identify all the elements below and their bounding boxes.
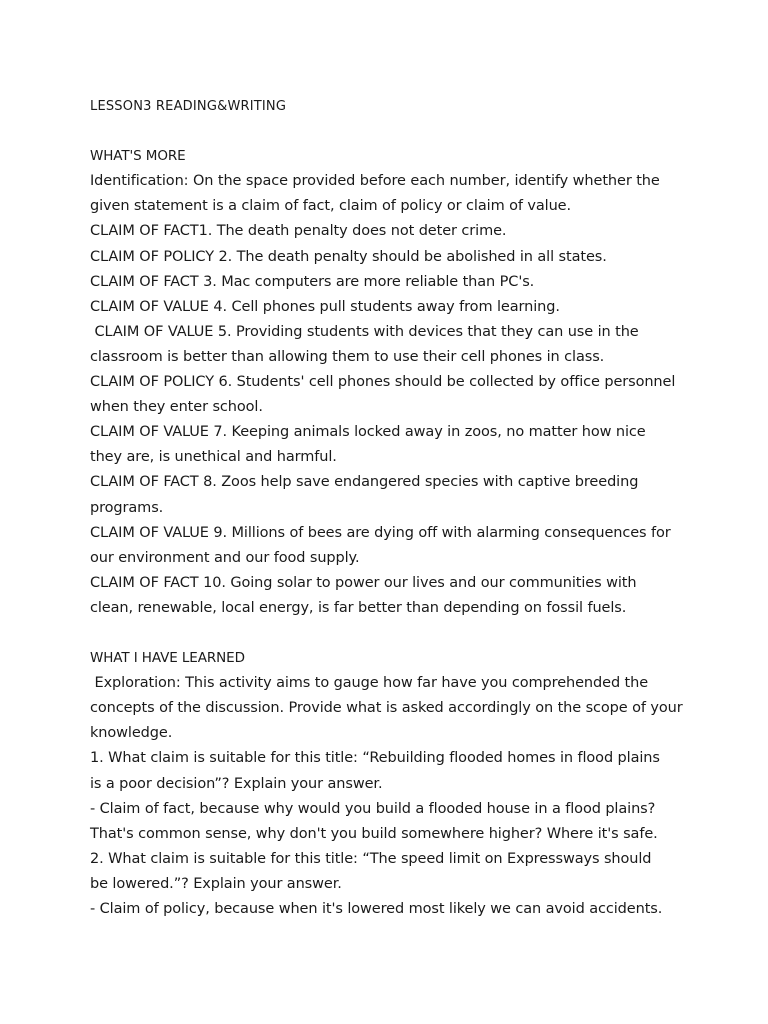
spacer: [90, 119, 690, 144]
claim-list: [90, 219, 690, 621]
instruction-line: Identification: On the space provided before each number, identify whether the: [90, 173, 660, 190]
instruction-line: knowledge.: [90, 725, 173, 742]
claim-item-continued: when they enter school.: [90, 399, 263, 416]
section-heading-what-i-have-learned: WHAT I HAVE LEARNED: [90, 650, 245, 667]
claim-item: CLAIM OF POLICY 2. The death penalty should be abolished in all states.: [90, 248, 607, 265]
answer-line: - Claim of fact, because why would you build a flooded house in a flood plains?: [90, 800, 656, 817]
lesson-title: LESSON3 READING&WRITING: [90, 99, 287, 114]
spacer: [90, 621, 690, 646]
claim-item: CLAIM OF VALUE 5. Providing students with devices that they can use in the: [90, 323, 639, 340]
claim-item-continued: classroom is better than allowing them to use their cell phones in class.: [90, 348, 605, 365]
question-line: be lowered.”? Explain your answer.: [90, 875, 342, 892]
question-line: 2. What claim is suitable for this title: “The speed limit on Expressways should: [90, 850, 652, 867]
claim-item: CLAIM OF FACT1. The death penalty does not deter crime.: [90, 223, 507, 240]
question-list: [90, 746, 690, 922]
instruction-line: given statement is a claim of fact, claim of policy or claim of value.: [90, 198, 572, 215]
claim-item-continued: clean, renewable, local energy, is far better than depending on fossil fuels.: [90, 599, 627, 616]
claim-item-continued: our environment and our food supply.: [90, 549, 360, 566]
section-heading-whats-more: WHAT'S MORE: [90, 148, 186, 165]
question-line: 1. What claim is suitable for this title: “Rebuilding flooded homes in flood plains: [90, 750, 660, 767]
claim-item: CLAIM OF FACT 10. Going solar to power our lives and our communities with: [90, 574, 637, 591]
answer-line: That's common sense, why don't you build somewhere higher? Where it's safe.: [90, 825, 658, 842]
claim-item-continued: they are, is unethical and harmful.: [90, 449, 337, 466]
claim-item: CLAIM OF VALUE 9. Millions of bees are dying off with alarming consequences for: [90, 524, 671, 541]
claim-item: CLAIM OF POLICY 6. Students' cell phones should be collected by office personnel: [90, 374, 676, 391]
answer-line: - Claim of policy, because when it's lowered most likely we can avoid accidents.: [90, 901, 663, 917]
instruction-line: concepts of the discussion. Provide what is asked accordingly on the scope of your: [90, 700, 683, 717]
instruction-line: Exploration: This activity aims to gauge how far have you comprehended the: [90, 675, 649, 692]
claim-item: CLAIM OF VALUE 7. Keeping animals locked away in zoos, no matter how nice: [90, 424, 646, 441]
claim-item-continued: programs.: [90, 499, 164, 516]
claim-item: CLAIM OF VALUE 4. Cell phones pull students away from learning.: [90, 298, 560, 315]
document-page: [90, 94, 690, 922]
claim-item: CLAIM OF FACT 3. Mac computers are more reliable than PC's.: [90, 273, 535, 290]
question-line: is a poor decision”? Explain your answer.: [90, 775, 383, 792]
claim-item: CLAIM OF FACT 8. Zoos help save endangered species with captive breeding: [90, 474, 639, 491]
